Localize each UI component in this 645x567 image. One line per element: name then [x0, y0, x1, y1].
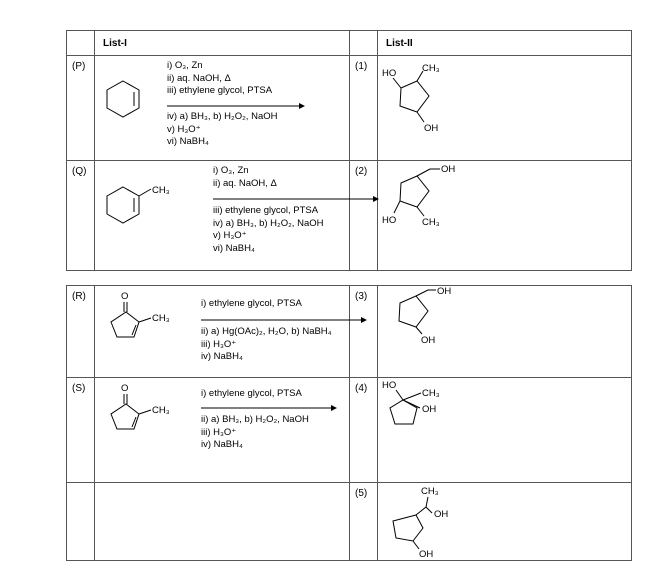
option-label-3: (3) [355, 291, 368, 302]
svg-text:CH₃: CH₃ [422, 217, 440, 228]
product-1-structure [378, 56, 498, 156]
reaction-arrow-s [201, 404, 341, 412]
svg-text:CH₃: CH₃ [152, 405, 170, 416]
row-label-s: (S) [72, 383, 86, 394]
svg-text:OH: OH [437, 286, 452, 297]
reagents-s-above: i) ethylene glycol, PTSA [201, 388, 302, 399]
product-2-structure [378, 161, 498, 261]
reagents-p-above: i) O₃, Zn ii) aq. NaOH, Δ iii) ethylene glycol, PTSA [167, 60, 273, 96]
option-label-5: (5) [355, 488, 368, 499]
match-table-2 [66, 285, 632, 561]
list1-header: List-I [103, 38, 127, 49]
svg-text:OH: OH [422, 404, 437, 415]
match-table-1 [66, 30, 632, 271]
list2-header: List-II [386, 38, 413, 49]
row-label-q: (Q) [72, 166, 87, 177]
svg-text:O: O [121, 383, 129, 394]
product-5-structure [378, 483, 498, 563]
svg-text:OH: OH [424, 123, 439, 134]
product-3-structure [378, 286, 498, 376]
methylcyclopentenone-structure-s [99, 382, 169, 452]
svg-text:CH₃: CH₃ [152, 313, 170, 324]
svg-text:HO: HO [382, 215, 397, 226]
svg-text:CH₃: CH₃ [422, 63, 440, 74]
svg-text:CH₃: CH₃ [421, 486, 439, 497]
svg-text:OH: OH [419, 549, 434, 560]
option-label-4: (4) [355, 383, 368, 394]
svg-text:CH₃: CH₃ [152, 185, 170, 196]
svg-text:CH₃: CH₃ [422, 388, 440, 399]
option-label-1: (1) [355, 61, 368, 72]
product-4-structure [378, 378, 498, 468]
reagents-r-above: i) ethylene glycol, PTSA [201, 298, 302, 309]
row-label-r: (R) [72, 291, 86, 302]
svg-text:O: O [121, 291, 129, 302]
svg-text:OH: OH [441, 164, 456, 175]
reagents-q-above: i) O₃, Zn ii) aq. NaOH, Δ [213, 165, 277, 189]
reagents-s-below: ii) a) BH₃, b) H₂O₂, NaOH iii) H₃O⁺ iv) NaBH₄ [201, 414, 309, 450]
reagents-q-below: iii) ethylene glycol, PTSA iv) a) BH₃, b) H₂O₂, NaOH v) H₃O⁺ vi) NaBH₄ [213, 205, 324, 254]
cyclohexene-structure [103, 76, 143, 126]
row-label-p: (P) [72, 61, 86, 72]
svg-text:OH: OH [421, 335, 436, 346]
svg-text:OH: OH [434, 509, 449, 520]
methylcyclohexene-structure [103, 171, 173, 221]
methylcyclopentenone-structure-r [99, 290, 169, 360]
reaction-arrow-r [201, 316, 371, 324]
reagents-p-below: iv) a) BH₃, b) H₂O₂, NaOH v) H₃O⁺ vi) NaBH₄ [167, 111, 278, 147]
svg-text:HO: HO [382, 380, 397, 391]
svg-text:HO: HO [382, 68, 397, 79]
reagents-r-below: ii) a) Hg(OAc)₂, H₂O, b) NaBH₄ iii) H₃O⁺ iv) NaBH₄ [201, 326, 332, 362]
option-label-2: (2) [355, 166, 368, 177]
reaction-arrow-p [167, 102, 307, 110]
